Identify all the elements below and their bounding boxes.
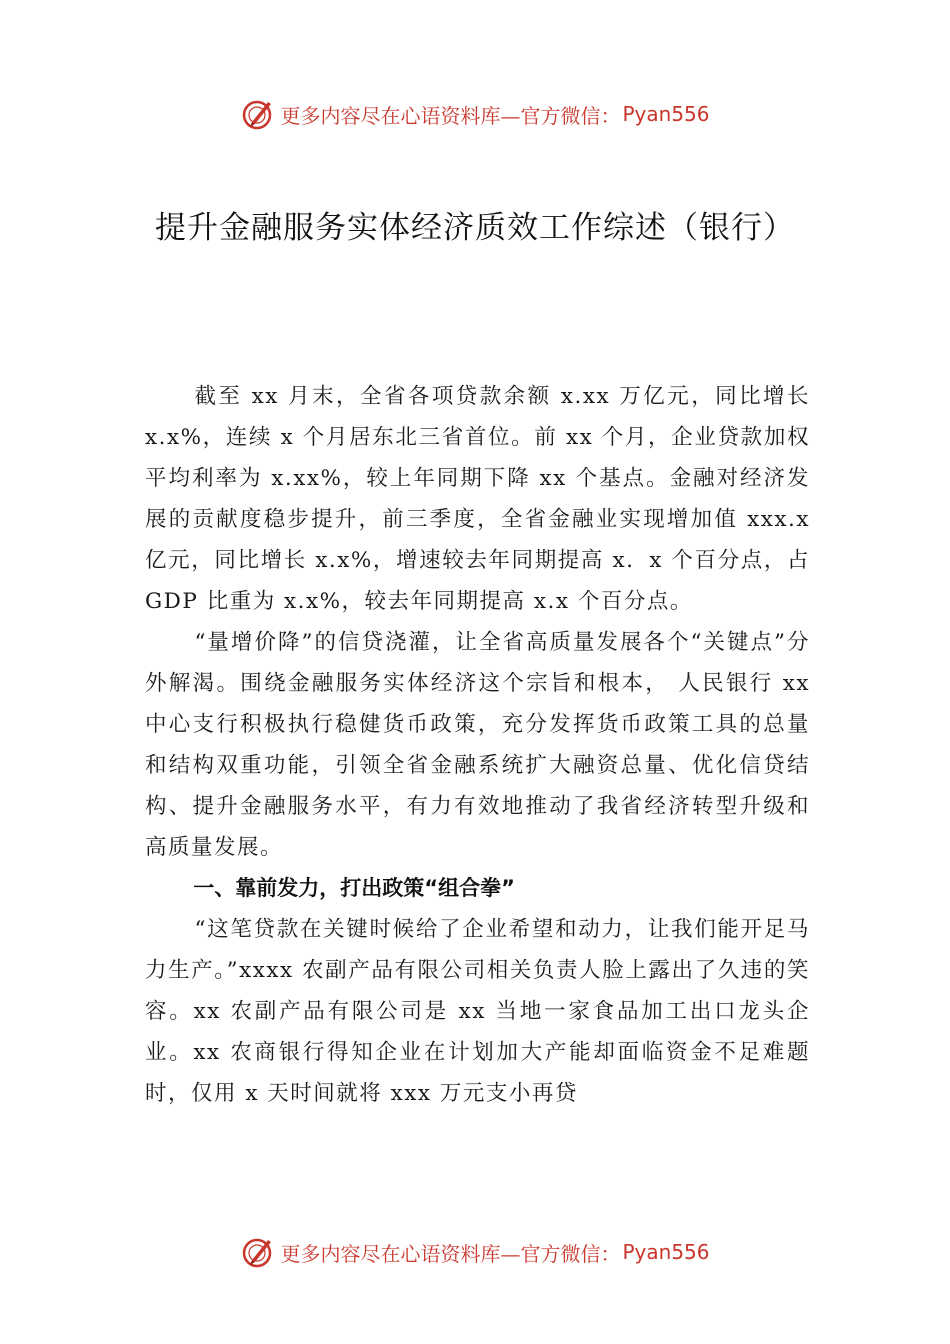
document-body [145, 376, 810, 1114]
section-heading: 一、靠前发力，打出政策“组合拳” [193, 876, 515, 900]
quill-pen-seal-icon [240, 96, 276, 132]
watermark-text: 更多内容尽在心语资料库—官方微信： [280, 103, 621, 128]
paragraph-1: 截至 xx 月末，全省各项贷款余额 x.xx 万亿元，同比增长 x.x%，连续 x 个月居东北三省首位。前 xx 个月，企业贷款加权平均利率为 x.xx%，较上年同期下降 xx 个基点。金融对经济发展的贡献度稳步提升，前三季度，全省金融业实现增加值 xxx.x 亿元，同比增长 x.x%，增速较去年同期提高 x．x 个百分点，占 GDP 比重为 x.x%，较去年同期提高 x.x 个百分点。 [145, 384, 810, 614]
header-watermark [0, 94, 950, 134]
watermark-wechat-id: Pyan556 [622, 102, 710, 126]
document-title: 提升金融服务实体经济质效工作综述（银行） [155, 210, 795, 246]
watermark-text: 更多内容尽在心语资料库—官方微信： [280, 1241, 621, 1266]
watermark-wechat-id: Pyan556 [622, 1240, 710, 1264]
paragraph-3: “这笔贷款在关键时候给了企业希望和动力，让我们能开足马力生产。”xxxx 农副产品有限公司相关负责人脸上露出了久违的笑容。xx 农副产品有限公司是 xx 当地一家食品加工出口龙头企业。xx 农商银行得知企业在计划加大产能却面临资金不足难题时，仅用 x 天时间就将 xxx 万元支小再贷 [145, 917, 810, 1106]
watermark-group [240, 1234, 709, 1270]
paragraph-2: “量增价降”的信贷浇灌，让全省高质量发展各个“关键点”分外解渴。围绕金融服务实体经济这个宗旨和根本， 人民银行 xx 中心支行积极执行稳健货币政策，充分发挥货币政策工具的总量和结构双重功能，引领全省金融系统扩大融资总量、优化信贷结构、提升金融服务水平，有力有效地推动了我省经济转型升级和高质量发展。 [145, 630, 810, 860]
footer-watermark [0, 1232, 950, 1272]
watermark-group [240, 96, 709, 132]
quill-pen-seal-icon [240, 1234, 276, 1270]
